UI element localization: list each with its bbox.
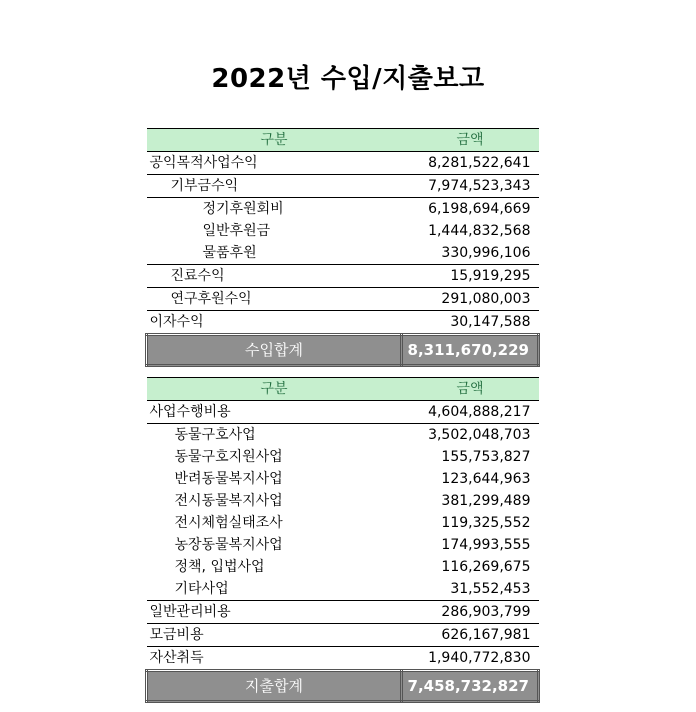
- table-row: [147, 311, 539, 335]
- row-amount: 8,281,522,641: [402, 152, 539, 175]
- income-total-row: [147, 335, 539, 366]
- table-row: [147, 424, 539, 447]
- table-row: [147, 401, 539, 424]
- row-amount: 330,996,106: [402, 242, 539, 265]
- row-amount: 31,552,453: [402, 578, 539, 601]
- row-label: 농장동물복지사업: [174, 537, 283, 553]
- row-label: 정책, 입법사업: [174, 559, 265, 575]
- income-header-amount: 금액: [402, 129, 539, 152]
- expense-total-row: [147, 671, 539, 702]
- table-row: [147, 265, 539, 288]
- table-row: [147, 220, 539, 242]
- row-amount: 123,644,963: [441, 471, 531, 487]
- row-label: 공익목적사업수익: [147, 152, 402, 175]
- table-row: [147, 601, 539, 624]
- row-label: 사업수행비용: [147, 401, 402, 424]
- row-label: 일반후원금: [202, 223, 271, 239]
- expense-header-amount: 금액: [402, 378, 539, 401]
- row-amount: 4,604,888,217: [402, 401, 539, 424]
- income-total-amount: 8,311,670,229: [402, 335, 539, 366]
- table-row: [147, 152, 539, 175]
- row-amount: 155,753,827: [441, 449, 531, 465]
- row-amount: 3,502,048,703: [428, 427, 531, 443]
- income-header-row: [147, 129, 539, 152]
- table-row: [147, 468, 539, 490]
- expense-table: [145, 377, 540, 703]
- row-label: 정기후원회비: [202, 201, 284, 217]
- row-label: 기부금수익: [147, 175, 402, 198]
- row-label: 기타사업: [147, 578, 402, 601]
- row-amount: 15,919,295: [402, 265, 539, 288]
- row-amount: 6,198,694,669: [428, 201, 531, 217]
- table-row: [147, 175, 539, 198]
- expense-total-label: 지출합계: [147, 671, 402, 702]
- row-amount: 286,903,799: [402, 601, 539, 624]
- row-label: 동물구호사업: [174, 427, 256, 443]
- row-amount: 381,299,489: [441, 493, 531, 509]
- report-title: 2022년 수입/지출보고: [211, 64, 485, 94]
- table-row: [147, 578, 539, 601]
- income-total-label: 수입합계: [147, 335, 402, 366]
- row-amount: 119,325,552: [441, 515, 531, 531]
- row-label: 전시동물복지사업: [174, 493, 283, 509]
- expense-header-row: [147, 378, 539, 401]
- row-label: 일반관리비용: [147, 601, 402, 624]
- row-amount: 174,993,555: [441, 537, 531, 553]
- row-label: 모금비용: [147, 624, 402, 647]
- row-amount: 1,940,772,830: [428, 650, 531, 666]
- table-row: [147, 556, 539, 578]
- table-row: [147, 534, 539, 556]
- table-row: [147, 624, 539, 647]
- table-row: [147, 242, 539, 265]
- row-label: 반려동물복지사업: [174, 471, 283, 487]
- row-label: 물품후원: [147, 242, 402, 265]
- row-amount: 30,147,588: [450, 314, 531, 330]
- row-amount: 1,444,832,568: [428, 223, 531, 239]
- row-label: 동물구호지원사업: [174, 449, 283, 465]
- row-label: 진료수익: [147, 265, 402, 288]
- income-header-category: 구분: [147, 129, 402, 152]
- row-label: 자산취득: [149, 650, 204, 666]
- income-table: [145, 128, 540, 367]
- table-row: [147, 446, 539, 468]
- table-row: [147, 198, 539, 221]
- row-label: 연구후원수익: [147, 288, 402, 311]
- table-row: [147, 647, 539, 671]
- table-row: [147, 288, 539, 311]
- row-label: 전시체험실태조사: [174, 515, 283, 531]
- table-row: [147, 512, 539, 534]
- row-amount: 291,080,003: [402, 288, 539, 311]
- row-amount: 116,269,675: [441, 559, 531, 575]
- expense-total-amount: 7,458,732,827: [402, 671, 539, 702]
- expense-header-category: 구분: [147, 378, 402, 401]
- row-amount: 7,974,523,343: [402, 175, 539, 198]
- table-row: [147, 490, 539, 512]
- row-label: 이자수익: [149, 314, 204, 330]
- row-amount: 626,167,981: [402, 624, 539, 647]
